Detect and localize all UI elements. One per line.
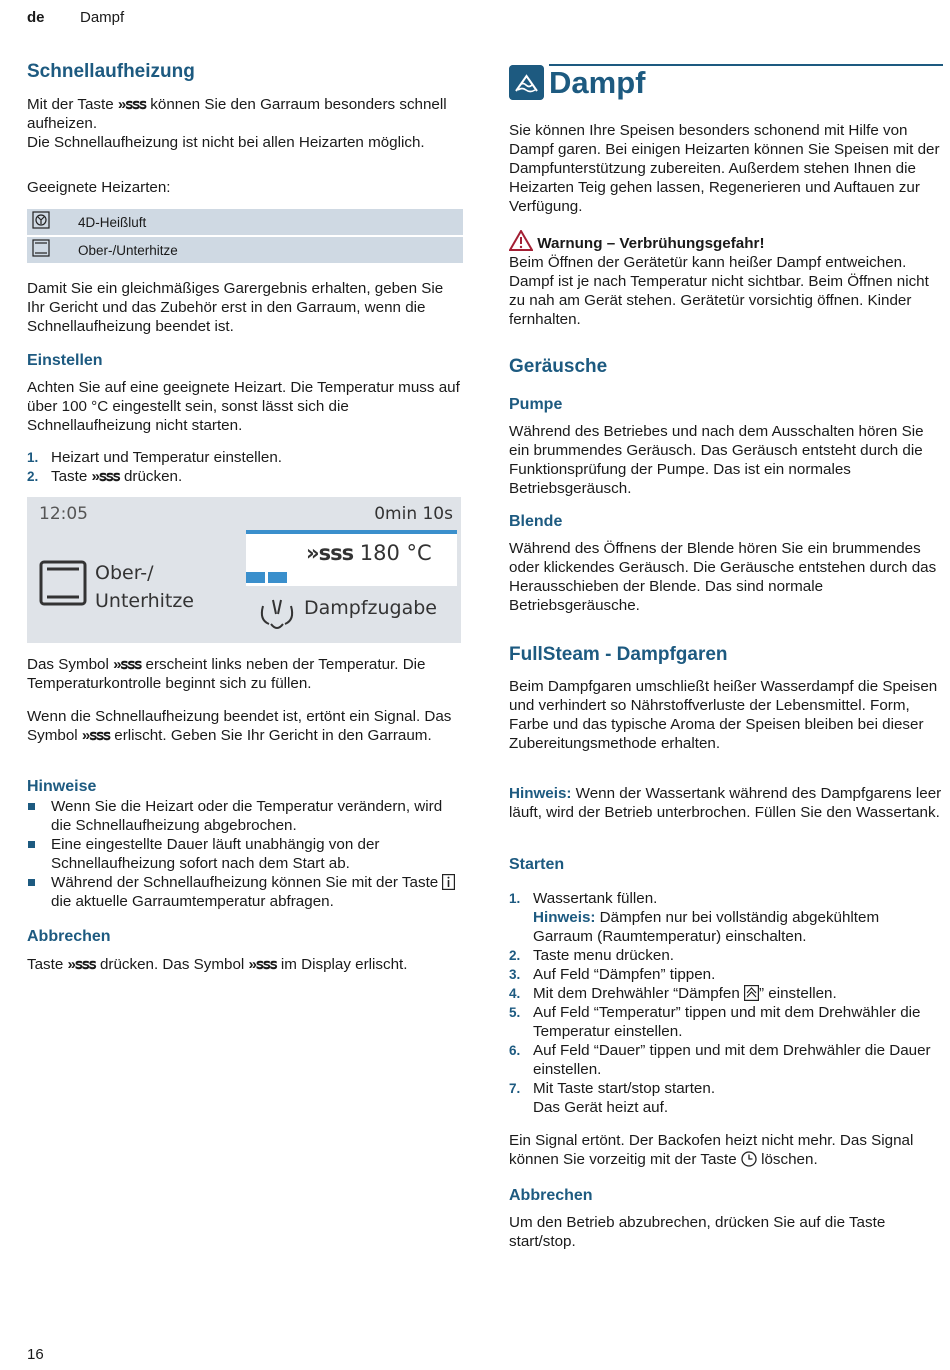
heating-mode-label: 4D-Heißluft <box>77 209 463 235</box>
pump-text: Während des Betriebes und nach dem Ausschalten hören Sie ein brummendes Geräusch. Das Geräusch entsteht durch die Funktionsprüfung der Pumpe. Das ist ein normales Betriebsgeräusch. <box>509 423 924 497</box>
display-heating-mode: Ober-/ Unterhitze <box>95 562 194 612</box>
abbrechen-text: Taste »ꜱꜱꜱ drücken. Das Symbol »ꜱꜱꜱ im Display erlischt. <box>27 956 408 973</box>
section-label: Dampf <box>80 9 125 26</box>
fan-heat-icon <box>27 209 77 235</box>
section-title-quickheat: Schnellaufheizung <box>27 61 195 82</box>
display-duration: 0min 10s <box>374 504 453 524</box>
quickheat-icon: »ꜱꜱꜱ <box>113 656 142 673</box>
subsection-title-pump: Pumpe <box>509 396 563 413</box>
suitable-label: Geeignete Heizarten: <box>27 179 171 196</box>
warning-title: Warnung – Verbrühungsgefahr! <box>537 235 765 252</box>
oven-display-screenshot <box>27 497 461 643</box>
subsection-title-abbrechen: Abbrechen <box>27 928 111 945</box>
steam-chapter-icon <box>509 65 544 100</box>
list-item: 5. Auf Feld “Temperatur” tippen und mit dem Drehwähler die Temperatur einstellen. <box>509 1004 921 1040</box>
quickheat-icon: »ꜱꜱꜱ <box>67 956 96 973</box>
quickheat-steps <box>27 448 463 486</box>
quickheat-icon: »ꜱꜱꜱ <box>117 96 147 113</box>
list-item: 2. Taste menu drücken. <box>509 947 674 964</box>
quickheat-icon: »ꜱꜱꜱ <box>306 541 354 565</box>
top-bottom-heat-icon <box>27 237 77 263</box>
subsection-title-hinweise: Hinweise <box>27 778 97 795</box>
quickheat-icon: »ꜱꜱꜱ <box>91 468 120 485</box>
top-bottom-heat-icon <box>39 560 87 606</box>
blende-text: Während des Öffnens der Blende hören Sie ein brummendes oder klickendes Geräusch. Die Geräusche entstehen durch das Herausschieben der Blende. Das sind normale Betriebsgeräusche. <box>509 540 937 614</box>
starten-steps <box>509 889 943 1117</box>
subsection-title-abbrechen: Abbrechen <box>509 1187 593 1204</box>
list-item: 1. Heizart und Temperatur einstellen. <box>27 449 283 466</box>
chapter-title-text: Dampf <box>549 65 646 100</box>
clock-icon <box>741 1151 757 1167</box>
page-header <box>27 8 125 27</box>
heating-mode-row <box>27 237 463 263</box>
quickheat-intro: Mit der Taste »ꜱꜱꜱ können Sie den Garraum besonders schnell aufheizen. Die Schnellaufheizung ist nicht bei allen Heizarten möglich. <box>27 95 463 152</box>
list-item: 3. Auf Feld “Dämpfen” tippen. <box>509 966 716 983</box>
warning-block <box>509 230 943 329</box>
signal-paragraph: Ein Signal ertönt. Der Backofen heizt nicht mehr. Das Signal können Sie vorzeitig mit der Taste löschen. <box>509 1132 914 1168</box>
steam-intro: Sie können Ihre Speisen besonders schonend mit Hilfe von Dampf garen. Bei einigen Heizarten können Sie Speisen mit der Dampfunterstützung zubereiten. Außerdem stehen Ihnen die Heizarten Teig gehen lassen, Regenerieren und Auftauen zur Verfügung. <box>509 122 940 215</box>
quickheat-intro-2: Die Schnellaufheizung ist nicht bei allen Heizarten möglich. <box>27 134 425 151</box>
temperature-field <box>246 530 457 586</box>
quickheat-icon: »ꜱꜱꜱ <box>81 727 111 744</box>
abbrechen-text: Um den Betrieb abzubrechen, drücken Sie auf die Taste start/stop. <box>509 1214 886 1250</box>
language-label: de <box>27 9 45 26</box>
list-item: Wenn Sie die Heizart oder die Temperatur verändern, wird die Schnellaufheizung abgebrochen. <box>27 797 463 835</box>
display-time: 12:05 <box>39 504 88 524</box>
list-item: 6. Auf Feld “Dauer” tippen und mit dem Drehwähler die Dauer einstellen. <box>509 1042 931 1078</box>
symbol-paragraph: Das Symbol »ꜱꜱꜱ erscheint links neben der Temperatur. Die Temperaturkontrolle beginnt sich zu füllen. <box>27 656 426 692</box>
temperature-progress-bar <box>246 569 290 588</box>
section-title-fullsteam: FullSteam - Dampfgaren <box>509 644 728 665</box>
fullsteam-text: Beim Dampfgaren umschließt heißer Wasserdampf die Speisen und verhindert so Nährstoffverluste der Lebensmittel. Form, Farbe und das typische Aroma der Speisen bleiben bei dieser Zubereitungsmethode erhalten. <box>509 678 938 752</box>
einstellen-text: Achten Sie auf eine geeignete Heizart. Die Temperatur muss auf über 100 °C eingestellt sein, sonst lässt sich die Schnellaufheizung nicht starten. <box>27 379 460 434</box>
warning-text: Beim Öffnen der Gerätetür kann heißer Dampf entweichen. Dampf ist je nach Temperatur nicht sichtbar. Beim Öffnen nicht zu nah am Gerät stehen. Gerätetür vorsichtig öffnen. Kinder fernhalten. <box>509 254 929 328</box>
page-number: 16 <box>27 1346 44 1363</box>
steam-mode-icon <box>744 985 759 1001</box>
even-result-paragraph: Damit Sie ein gleichmäßiges Garergebnis erhalten, geben Sie Ihr Gericht und das Zubehör erst in den Garraum, wenn die Schnellaufheizung beendet ist. <box>27 280 444 335</box>
chapter-title <box>509 63 943 103</box>
heating-mode-row <box>27 209 463 235</box>
warning-icon <box>509 230 533 251</box>
steam-icon <box>257 592 297 632</box>
heating-mode-label: Ober-/Unterhitze <box>77 237 463 263</box>
heating-modes-table <box>27 207 463 265</box>
list-item: 2. Taste »ꜱꜱꜱ drücken. <box>27 468 183 485</box>
info-key-icon <box>442 874 455 890</box>
fullsteam-hint: Hinweis: Wenn der Wassertank während des Dampfgarens leer läuft, wird der Betrieb unterbrochen. Füllen Sie den Wassertank. <box>509 785 942 821</box>
list-item: 1. Wassertank füllen. Hinweis: Dämpfen nur bei vollständig abgekühltem Garraum (Raumtemperatur) einschalten. <box>509 890 880 945</box>
display-temperature: »ꜱꜱꜱ 180 °C <box>306 541 432 565</box>
list-item: Während der Schnellaufheizung können Sie mit der Taste die aktuelle Garraumtemperatur abfragen. <box>27 873 463 911</box>
quickheat-icon: »ꜱꜱꜱ <box>248 956 277 973</box>
subsection-title-einstellen: Einstellen <box>27 352 103 369</box>
hinweise-list <box>27 797 463 911</box>
subsection-title-starten: Starten <box>509 856 565 873</box>
list-item: 4. Mit dem Drehwähler “Dämpfen ” einstellen. <box>509 985 837 1002</box>
list-item: 7. Mit Taste start/stop starten. Das Gerät heizt auf. <box>509 1080 716 1116</box>
subsection-title-blende: Blende <box>509 513 563 530</box>
signal-paragraph: Wenn die Schnellaufheizung beendet ist, ertönt ein Signal. Das Symbol »ꜱꜱꜱ erlischt. Geben Sie Ihr Gericht in den Garraum. <box>27 708 452 744</box>
display-steam-label: Dampfzugabe <box>304 597 437 619</box>
section-title-noise: Geräusche <box>509 356 608 377</box>
list-item: Eine eingestellte Dauer läuft unabhängig von der Schnellaufheizung sofort nach dem Start ab. <box>27 835 463 873</box>
